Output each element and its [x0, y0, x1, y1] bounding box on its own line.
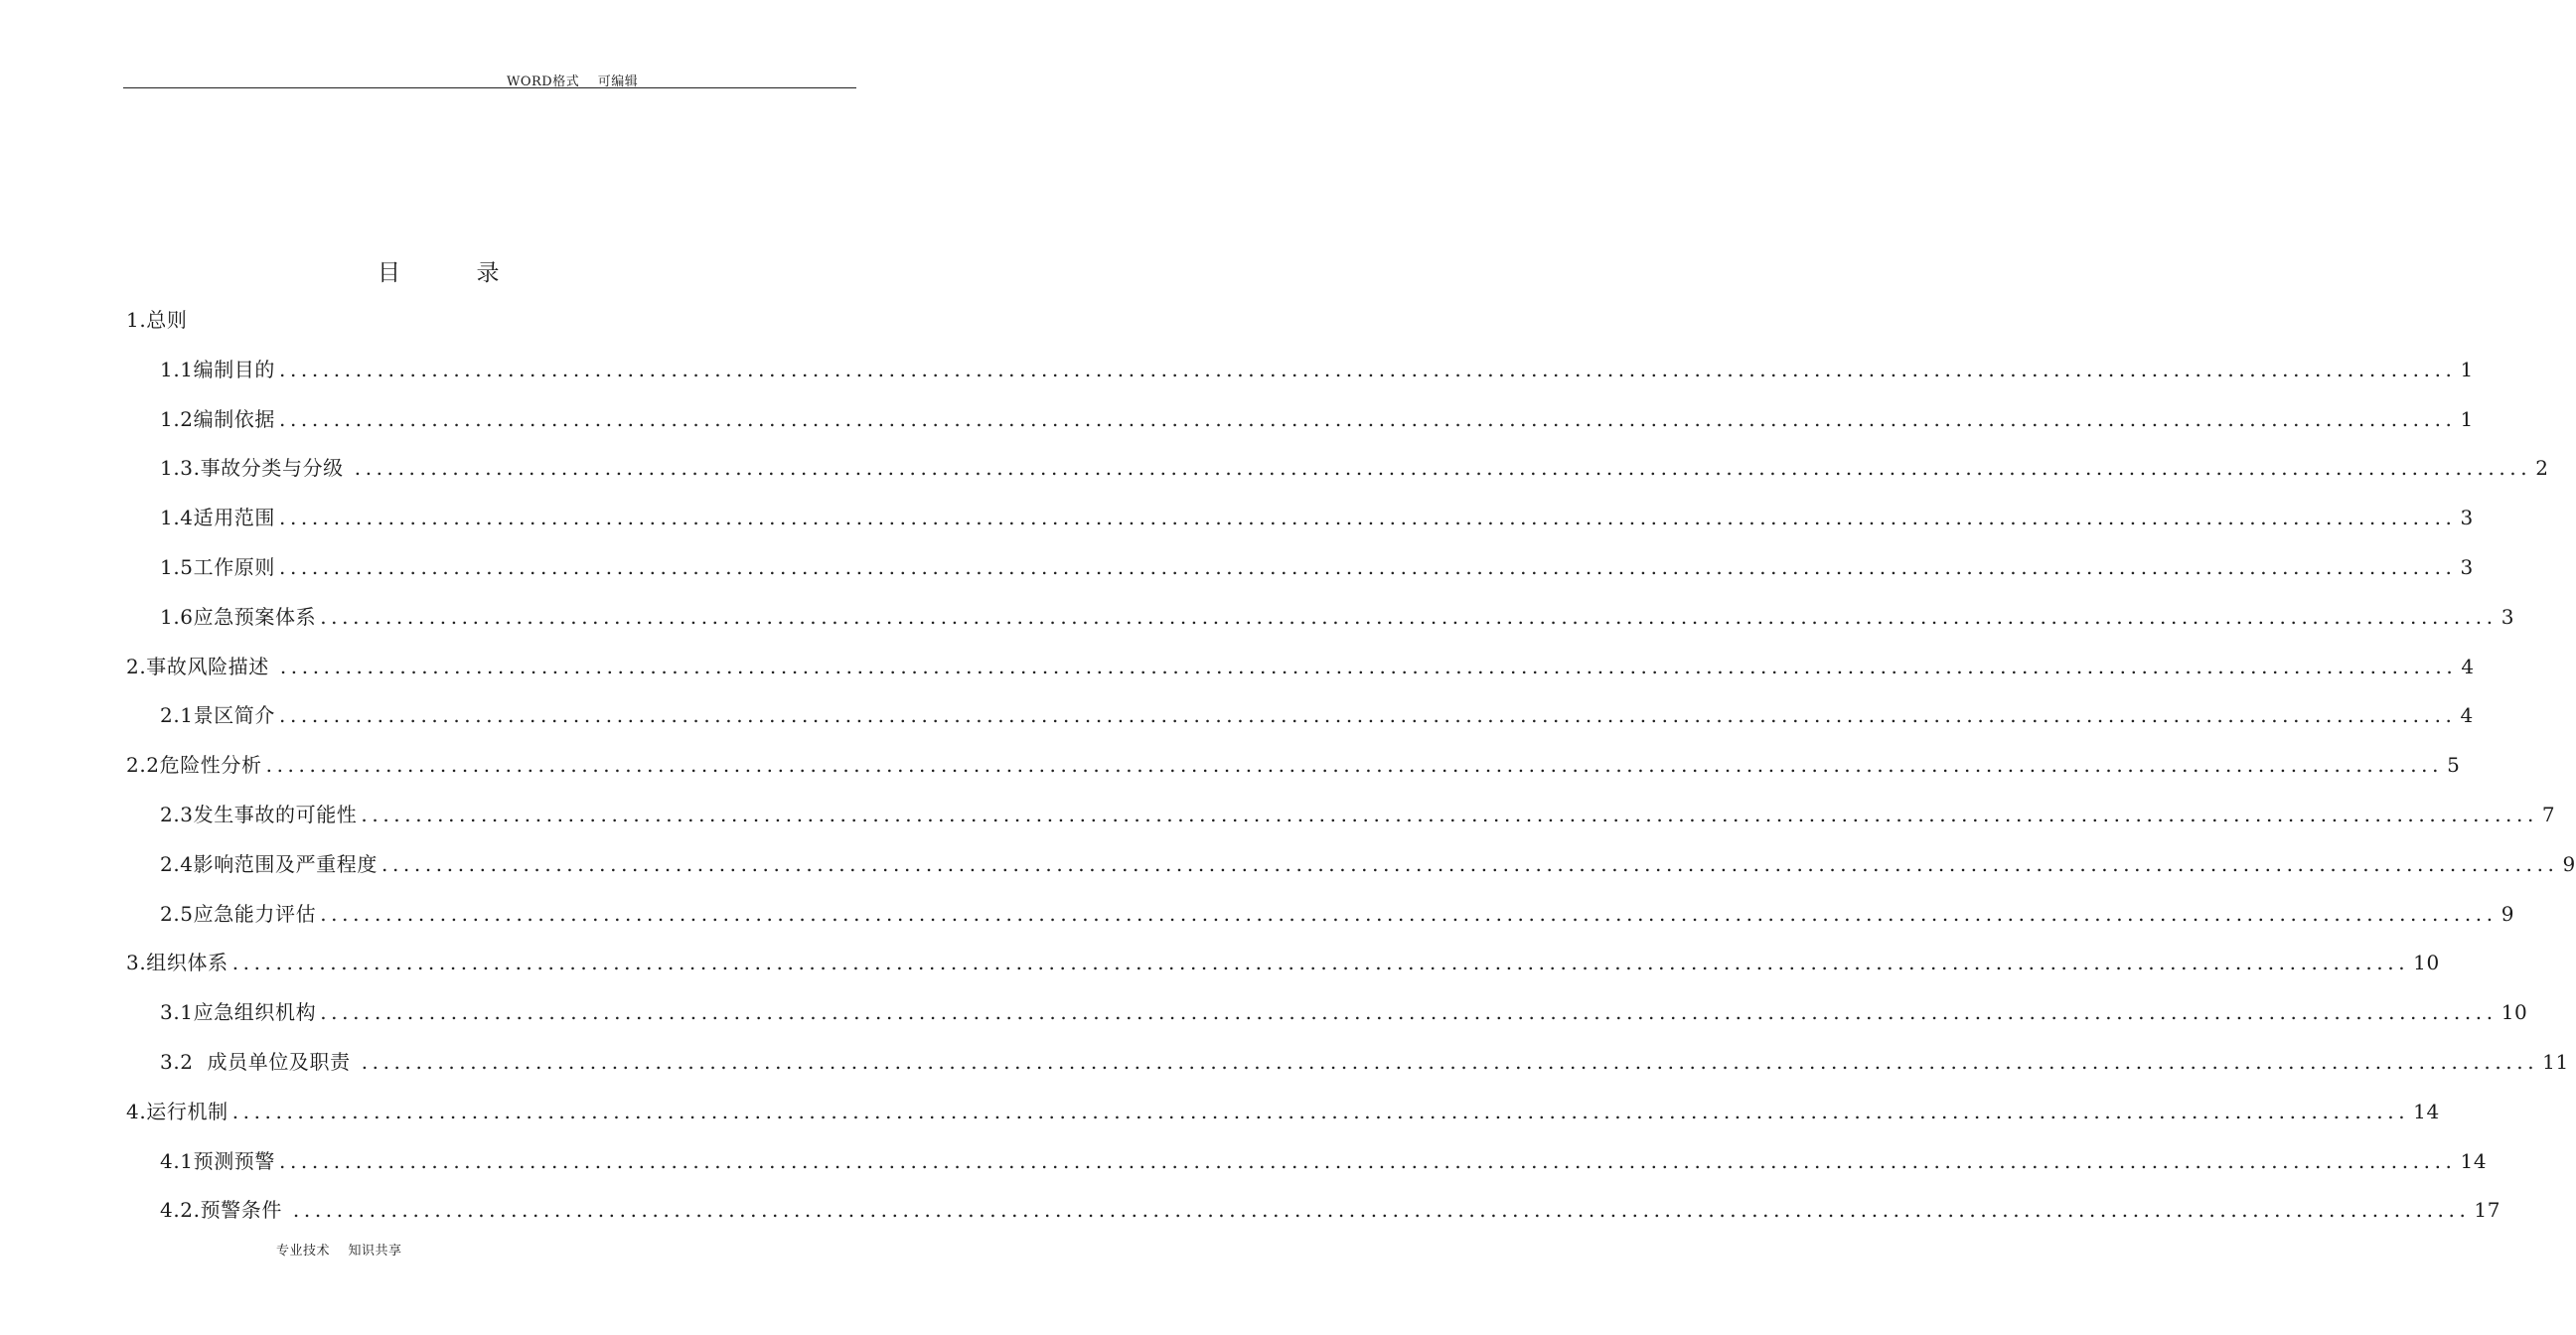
toc-dot-leader: ........................................................................................................................................................................................................ — [320, 1000, 2498, 1025]
toc-entry-label: 1.3.事故分类与分级 — [160, 456, 351, 481]
toc-entry[interactable] — [160, 997, 2528, 1027]
toc-entry-page-number: 4 — [2460, 703, 2474, 728]
toc-entry-page-number: 17 — [2474, 1198, 2501, 1223]
toc-dot-leader: ........................................................................................................................................................................................................ — [320, 901, 2498, 926]
toc-entry[interactable] — [160, 355, 2474, 384]
toc-entry-label: 2.事故风险描述 — [126, 654, 276, 678]
toc-dot-leader: ........................................................................................................................................................................................................ — [231, 951, 2410, 975]
toc-entry-label: 1.4适用范围 — [160, 506, 276, 530]
toc-dot-leader: ........................................................................................................................................................................................................ — [279, 506, 2457, 530]
toc-entry-label: 4.1预测预警 — [160, 1148, 276, 1173]
toc-dot-leader: ........................................................................................................................................................................................................ — [361, 1050, 2539, 1074]
toc-entry-page-number: 11 — [2542, 1050, 2569, 1074]
toc-dot-leader: ........................................................................................................................................................................................................ — [279, 1148, 2457, 1173]
toc-entry[interactable] — [126, 652, 2475, 681]
toc-entry-label: 1.总则 — [126, 308, 188, 332]
toc-dot-leader: ........................................................................................................................................................................................................ — [361, 803, 2538, 826]
toc-entry[interactable] — [160, 1146, 2488, 1176]
toc-dot-leader: ........................................................................................................................................................................................................ — [354, 456, 2532, 481]
page-header-text: WORD格式 可编辑 — [507, 74, 639, 89]
toc-entry[interactable] — [160, 1047, 2569, 1077]
toc-title: 目 录 — [378, 260, 502, 286]
toc-entry-label: 1.6应急预案体系 — [160, 604, 317, 629]
page-footer-text: 专业技术 知识共享 — [276, 1244, 402, 1259]
toc-dot-leader: ........................................................................................................................................................................................................ — [292, 1198, 2471, 1223]
toc-entry[interactable] — [160, 700, 2474, 730]
toc-entry-page-number: 1 — [2460, 406, 2474, 431]
toc-entry-page-number: 3 — [2460, 506, 2474, 530]
toc-dot-leader: ........................................................................................................................................................................................................ — [320, 604, 2498, 629]
toc-entry-page-number: 14 — [2460, 1148, 2488, 1173]
toc-entry-label: 1.1编制目的 — [160, 357, 276, 381]
toc-entry[interactable] — [160, 1195, 2501, 1225]
toc-entry-label: 3.1应急组织机构 — [160, 1000, 317, 1025]
toc-entry-page-number: 7 — [2541, 803, 2556, 826]
toc-entry[interactable] — [126, 305, 187, 335]
toc-entry-label: 4.运行机制 — [126, 1099, 228, 1123]
toc-entry-page-number: 10 — [2413, 951, 2440, 975]
toc-dot-leader: ........................................................................................................................................................................................................ — [279, 406, 2457, 431]
toc-dot-leader: ........................................................................................................................................................................................................ — [279, 703, 2457, 728]
toc-entry-page-number: 1 — [2460, 357, 2474, 381]
toc-entry[interactable] — [160, 800, 2556, 829]
toc-dot-leader: ........................................................................................................................................................................................................ — [279, 654, 2458, 678]
toc-entry[interactable] — [126, 1097, 2440, 1126]
toc-entry[interactable] — [160, 503, 2474, 532]
toc-entry-page-number: 4 — [2461, 654, 2475, 678]
toc-entry[interactable] — [160, 899, 2515, 929]
toc-entry-label: 2.2危险性分析 — [126, 753, 262, 778]
toc-entry-page-number: 14 — [2413, 1099, 2440, 1123]
toc-entry-label: 2.4影响范围及严重程度 — [160, 851, 379, 876]
toc-entry[interactable] — [160, 552, 2474, 582]
toc-entry[interactable] — [160, 453, 2549, 483]
toc-entry-label: 4.2.预警条件 — [160, 1198, 289, 1223]
toc-entry-page-number: 9 — [2562, 851, 2576, 876]
toc-entry[interactable] — [126, 948, 2440, 977]
toc-entry-page-number: 10 — [2500, 1000, 2528, 1025]
toc-dot-leader: ........................................................................................................................................................................................................ — [279, 555, 2457, 579]
toc-entry[interactable] — [160, 849, 2576, 879]
toc-entry[interactable] — [126, 750, 2461, 780]
toc-entry-label: 1.2编制依据 — [160, 406, 276, 431]
toc-entry[interactable] — [160, 602, 2515, 632]
toc-dot-leader: ........................................................................................................................................................................................................ — [231, 1099, 2410, 1123]
toc-dot-leader: ........................................................................................................................................................................................................ — [265, 753, 2444, 778]
toc-entry-label: 2.5应急能力评估 — [160, 901, 317, 926]
toc-entry-page-number: 5 — [2447, 753, 2461, 778]
toc-entry-label: 3.2 成员单位及职责 — [160, 1050, 358, 1074]
toc-entry[interactable] — [160, 404, 2474, 434]
toc-entry-label: 1.5工作原则 — [160, 555, 276, 579]
toc-dot-leader: ........................................................................................................................................................................................................ — [279, 357, 2457, 381]
toc-entry-label: 2.1景区简介 — [160, 703, 276, 728]
toc-dot-leader: ........................................................................................................................................................................................................ — [381, 851, 2559, 876]
toc-entry-label: 3.组织体系 — [126, 951, 228, 975]
toc-entry-page-number: 3 — [2460, 555, 2474, 579]
toc-entry-page-number: 9 — [2500, 901, 2515, 926]
toc-entry-page-number: 3 — [2500, 604, 2515, 629]
toc-entry-page-number: 2 — [2535, 456, 2549, 481]
toc-entry-label: 2.3发生事故的可能性 — [160, 803, 358, 826]
